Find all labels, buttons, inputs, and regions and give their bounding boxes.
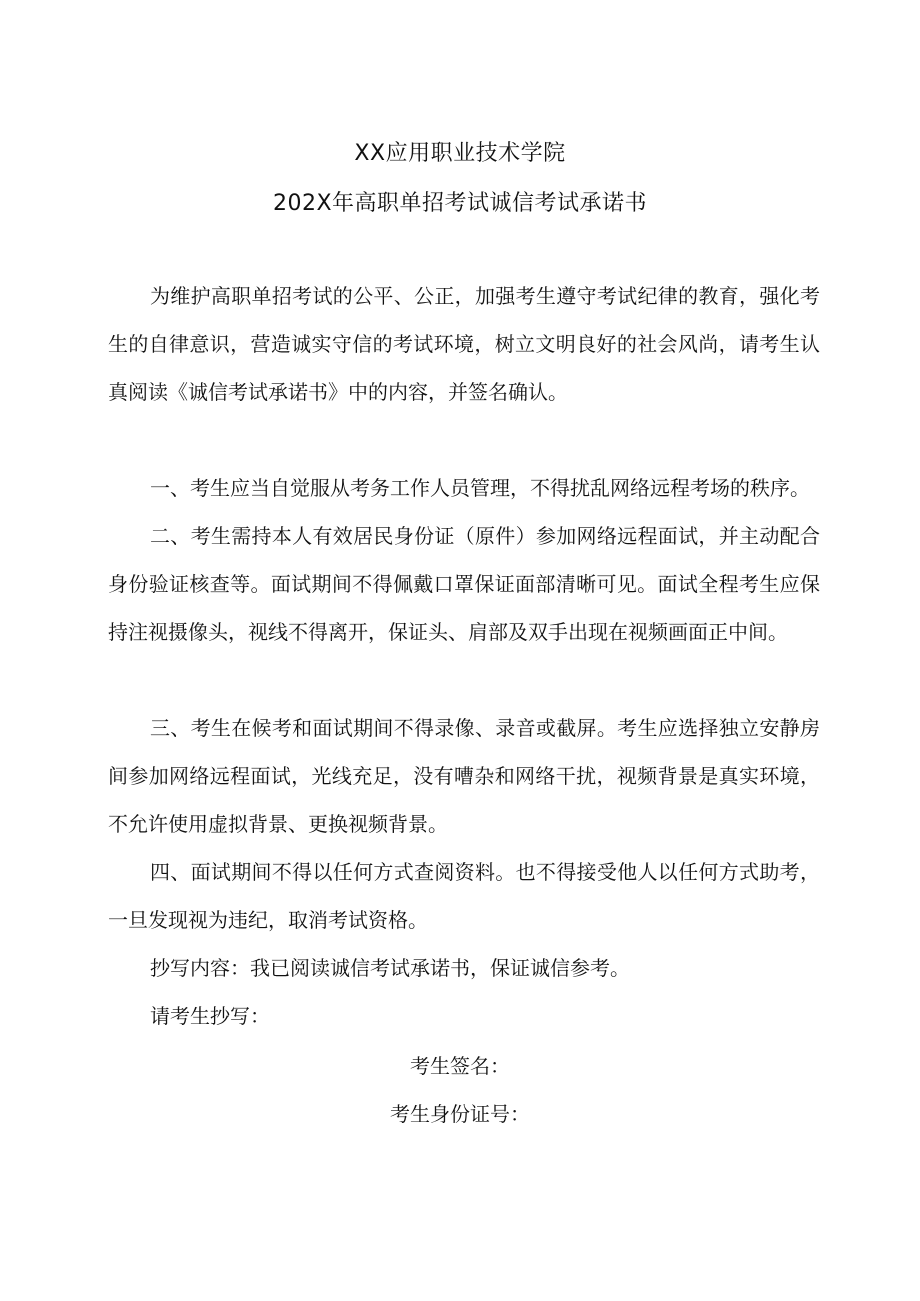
signature-name-label: 考生签名：: [410, 1054, 510, 1078]
intro-paragraph: 为维护高职单招考试的公平、公正，加强考生遵守考试纪律的教育，强化考生的自律意识，营造诚实守信的考试环境，树立文明良好的社会风尚，请考生认真阅读《诚信考试承诺书》中的内容，并签名确认。: [108, 284, 820, 404]
signature-id-label: 考生身份证号：: [390, 1102, 530, 1126]
copy-content-line: 抄写内容：我已阅读诚信考试承诺书，保证诚信参考。: [150, 956, 630, 980]
school-name-title: XX应用职业技术学院: [354, 141, 566, 166]
rule-item-3: 三、考生在候考和面试期间不得录像、录音或截屏。考生应选择独立安静房间参加网络远程面试，光线充足，没有嘈杂和网络干扰，视频背景是真实环境，不允许使用虚拟背景、更换视频背景。: [108, 716, 820, 836]
rule-item-4: 四、面试期间不得以任何方式查阅资料。也不得接受他人以任何方式助考，一旦发现视为违纪，取消考试资格。: [108, 860, 820, 932]
rule-item-1: 一、考生应当自觉服从考务工作人员管理，不得扰乱网络远程考场的秩序。: [150, 476, 810, 500]
copy-prompt-line: 请考生抄写：: [150, 1004, 270, 1028]
rule-item-2: 二、考生需持本人有效居民身份证（原件）参加网络远程面试，并主动配合身份验证核查等。面试期间不得佩戴口罩保证面部清晰可见。面试全程考生应保持注视摄像头，视线不得离开，保证头、肩部及双手出现在视频画面正中间。: [108, 524, 820, 644]
document-title: 202X年高职单招考试诚信考试承诺书: [272, 191, 648, 216]
